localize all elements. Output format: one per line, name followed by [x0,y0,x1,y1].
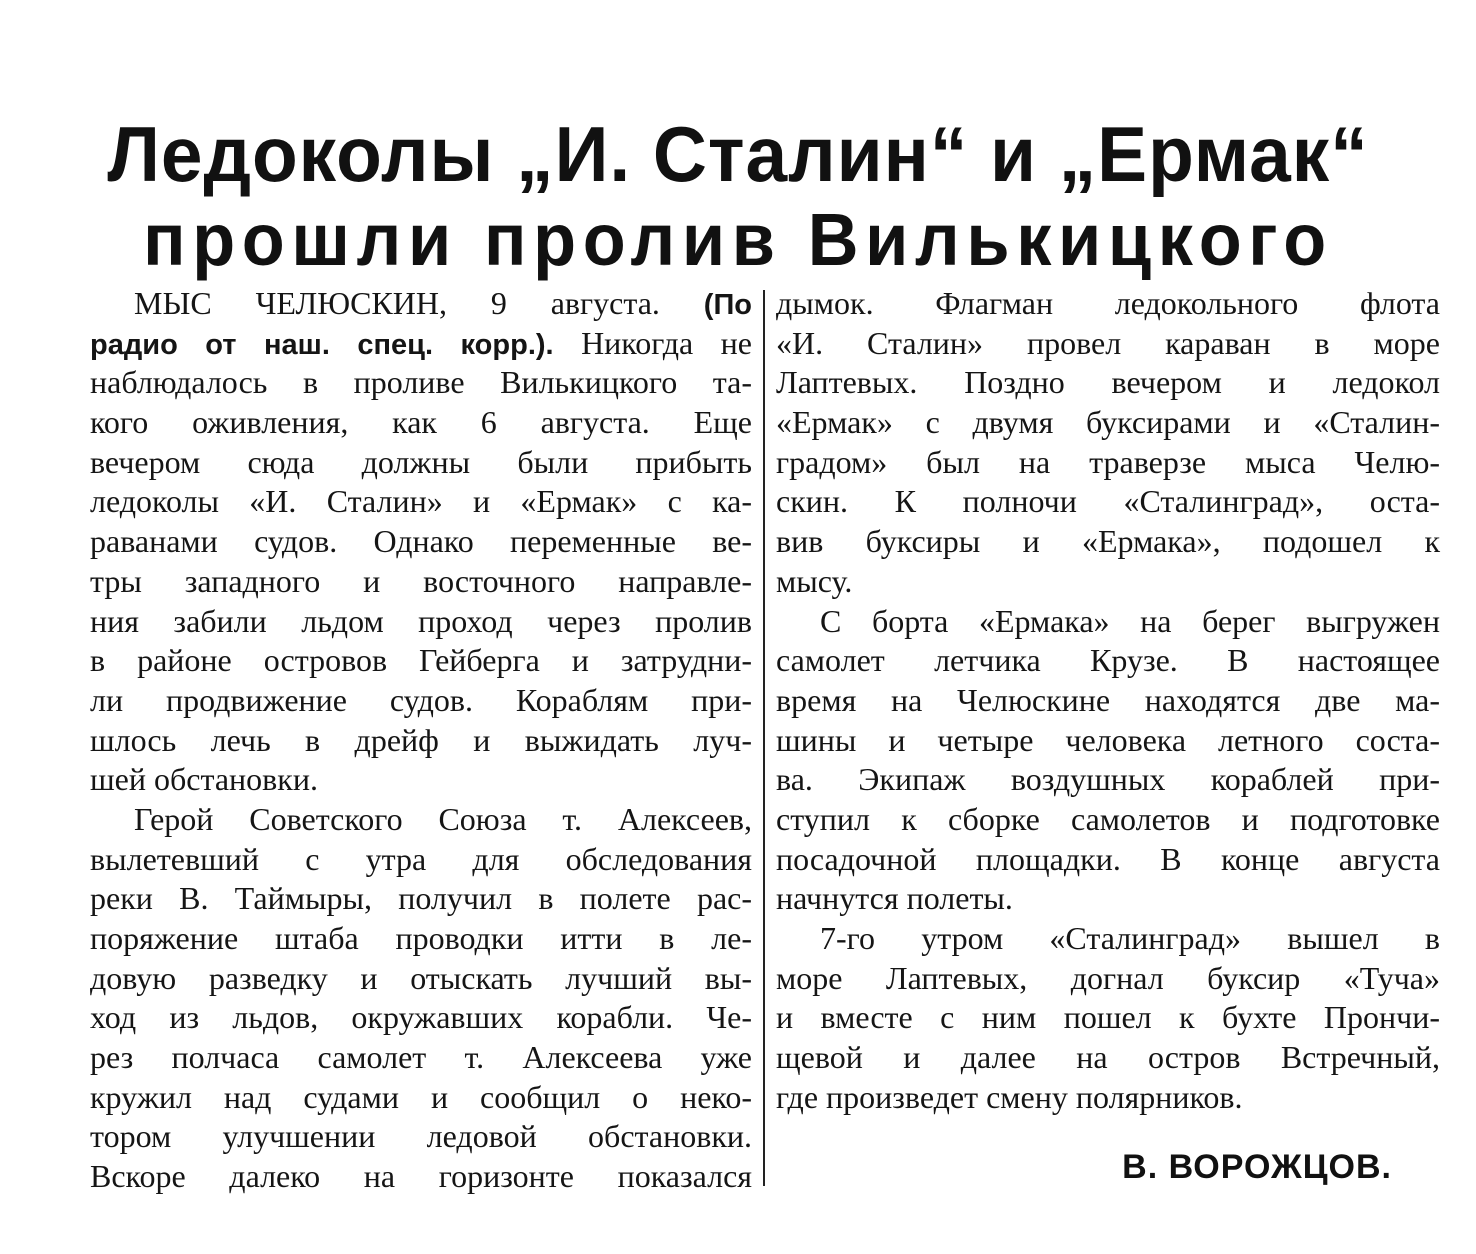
text-line: довую разведку и отыскать лучший вы- [90,959,752,996]
text-line: наблюдалось в проливе Вилькицкого та- [90,364,752,401]
text-line: кого оживления, как 6 августа. Еще [90,404,752,441]
text-line: посадочной площадки. В конце августа [776,840,1440,877]
text-line: 7-го утром «Сталинград» вышел в [820,920,1440,956]
text-line: вечером сюда должны были прибыть [90,443,752,480]
article-column-left [90,284,752,1197]
text-line: Лаптевых. Поздно вечером и ледокол [776,364,1440,401]
text-line: дымок. Флагман ледокольного флота [776,285,1440,321]
text-line: Герой Советского Союза т. Алексеев, [134,800,752,837]
text-line: в районе островов Гейберга и затрудни- [90,642,752,679]
author-signature: В. ВОРОЖЦОВ. [1122,1148,1392,1186]
text-line: море Лаптевых, догнал буксир «Туча» [776,959,1440,996]
text-line: и вместе с ним пошел к бухте Прончи- [776,999,1440,1036]
column-divider [763,290,765,1186]
text-line: ния забили льдом проход через пролив [90,602,752,639]
text-line: раванами судов. Однако переменные ве- [90,523,752,560]
text-line: время на Челюскине находятся две ма- [776,681,1440,718]
text-line: поряжение штаба проводки итти в ле- [90,920,752,956]
text-line: шей обстановки. [90,761,318,798]
dateline-source-close: радио от наш. спец. корр.). [90,328,554,361]
text-line: вылетевший с утра для обследования [90,840,752,877]
text-line: С борта «Ермака» на берег выгружен [820,602,1440,639]
text-line: ли продвижение судов. Кораблям при- [90,681,752,718]
text-line: ступил к сборке самолетов и подготовке [776,800,1440,837]
text-line: начнутся полеты. [776,880,1013,917]
text-line: тором улучшении ледовой обстановки. [90,1118,752,1155]
text-line: ход из льдов, окружавших корабли. Че- [90,999,752,1036]
text-line: самолет летчика Крузе. В настоящее [776,642,1440,679]
text-line: реки В. Таймыры, получил в полете рас- [90,880,752,917]
dateline-line-2 [90,324,752,364]
text-line: шлось лечь в дрейф и выжидать луч- [90,721,752,758]
text-line: рез полчаса самолет т. Алексеева уже [90,1039,752,1076]
text-line: вив буксиры и «Ермака», подошел к [776,523,1440,560]
text-line: кружил над судами и сообщил о неко- [90,1078,752,1115]
text-line: ва. Экипаж воздушных кораблей при- [776,761,1440,798]
headline-line-1: Ледоколы „И. Сталин“ и „Ермак“ [107,110,1369,198]
text-line: Вскоре далеко на горизонте показался [90,1158,752,1195]
dateline-place-date: МЫС ЧЕЛЮСКИН, 9 августа. [134,285,660,321]
text-line: «И. Сталин» провел караван в море [776,324,1440,361]
text-line: скин. К полночи «Сталинград», оста- [776,483,1440,520]
dateline [90,284,752,324]
text-line: где произведет смену полярников. [776,1078,1243,1115]
text-line: тры западного и восточного направле- [90,562,752,599]
text-line: градом» был на траверзе мыса Челю- [776,443,1440,480]
text-line: щевой и далее на остров Встречный, [776,1039,1440,1076]
text-line: Никогда не [581,324,753,361]
text-line: «Ермак» с двумя буксирами и «Сталин- [776,404,1440,441]
text-line: ледоколы «И. Сталин» и «Ермак» с ка- [90,483,752,520]
text-line: шины и четыре человека летного соста- [776,721,1440,758]
dateline-source-open: (По [703,289,752,321]
article-column-right [776,284,1440,1117]
text-line: мысу. [776,562,853,599]
headline-line-2: прошли пролив Вилькицкого [143,198,1333,281]
